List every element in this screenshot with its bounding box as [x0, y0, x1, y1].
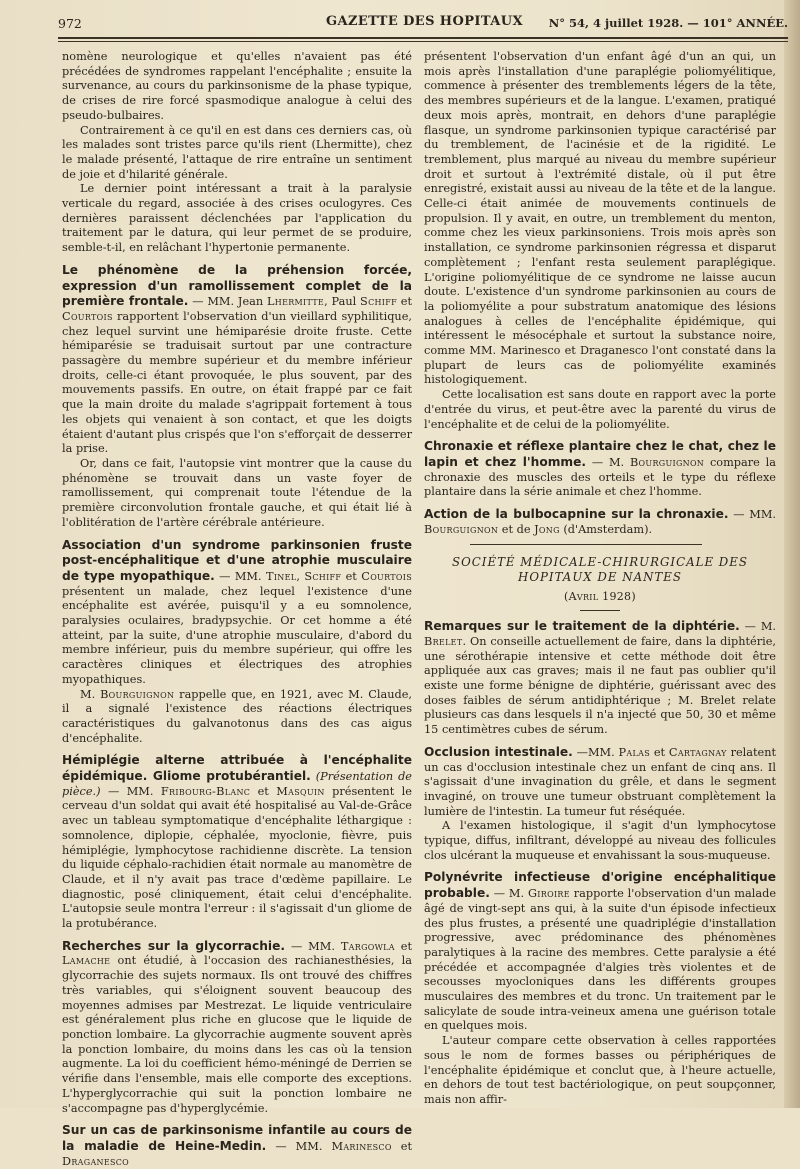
article-heading: Occlusion intestinale. [424, 744, 573, 759]
article-heading: Association d'un syndrome parkinsonien fruste post-encéphalitique et d'une atrophie musculaire de type myopathique. [62, 537, 412, 583]
author-name: Targowla [340, 939, 395, 953]
author-intro: — MM. [290, 939, 335, 953]
author-name: Lamache [62, 954, 111, 968]
author-name: Masquin [276, 784, 325, 798]
paragraph: Le dernier point intéressant a trait à la paralysie verticale du regard, associée à des crises oculogyres. Ces dernières paraissent déclenchées par l'application du traitement par le datura, qui leur permet de se produire, semble-t-il, en relâchant l'hypertonie permanente. [62, 182, 412, 255]
author-intro: MM. [234, 569, 262, 583]
author-name: Palas [618, 745, 650, 759]
author-name: Fribourg-Blanc [160, 784, 251, 798]
paragraph: Cette localisation est sans doute en rapport avec la porte d'entrée du virus, et peut-être avec la parenté du virus de l'encéphalite et de celui de la poliomyélite. [424, 388, 776, 431]
article-prehension-forcee [62, 263, 412, 531]
article-text: relatent un cas d'occlusion intestinale chez un enfant de cinq ans. Il s'agissait d'une invagination du grêle, et dans le segment invaginé, on trouve une tumeur obstruant complètement la lumière de l'intestin. La tumeur fut réséquée. [424, 745, 777, 818]
article-syndrome-parkinsonien [62, 538, 412, 747]
author-name: Courtois [62, 309, 113, 323]
society-date: (Avril 1928) [564, 589, 636, 603]
article-text: (d'Amsterdam). [563, 522, 653, 536]
author-sep: et [400, 1139, 413, 1153]
author-intro: MM. Jean [207, 295, 264, 309]
article-text: rappelle que, en 1921, avec M. Claude, il a signalé l'existence des réactions électriques caractéristiques du galvanotonus dans des cas aigus d'encéphalite. [62, 687, 413, 745]
author-name: Giroire [527, 887, 570, 901]
journal-title: GAZETTE DES HOPITAUX [326, 14, 523, 29]
author-sep: et [345, 569, 357, 583]
author-name: Bourguignon [424, 522, 499, 536]
left-column [62, 50, 413, 1168]
article-glycorrachie [62, 939, 412, 1116]
author-name: Schiff [304, 569, 342, 583]
paragraph: Or, dans ce fait, l'autopsie vint montrer que la cause du phénomène se trouvait dans un vaste foyer de ramollissement, qui comprenait toute l'étendue de la première circonvolution frontale gauche, et qui était lié à l'oblitération de l'artère cérébrale antérieure. [62, 456, 412, 529]
short-rule [580, 610, 620, 611]
article-heading: Sur un cas de parkinsonisme infantile au cours de la maladie de Heine-Medin. [62, 1123, 412, 1153]
article-heading: Hémiplégie alterne attribuée à l'encéphalite épidémique. Gliome protubérantiel. [62, 753, 412, 784]
author-name: Courtois [361, 569, 413, 583]
author-intro: — M. [591, 455, 625, 469]
article-chronaxie-reflexe [424, 439, 776, 500]
author-sep: , Paul [324, 295, 357, 309]
author-name: Brelet [424, 634, 463, 648]
article-hemiplegie-alterne [62, 753, 412, 931]
article-paragraph: Remarques sur le traitement de la diphtérie. — M. Brelet. On conseille actuellement de faire, dans la diphtérie, une sérothérapie intensive et cette méthode doit être appliquée aux cas graves; mais il ne faut pas oublier qu'il existe une forme bénigne de diphtérie, guérissant avec des doses faibles de sérum antidiphtérique ; M. Brelet relate plusieurs cas dans lesquels il n'a injecté que 50, 30 et même 15 centimètres cubes de sérum. [424, 619, 777, 737]
society-heading: SOCIÉTÉ MÉDICALE-CHIRURGICALE DES HOPITAUX DE NANTES [452, 554, 748, 584]
article-paragraph [62, 753, 412, 931]
author-intro: — MM. [733, 508, 776, 522]
issue-info: N° 54, 4 juillet 1928. — 101° ANNÉE. [548, 16, 788, 30]
author-name: Marinesco [331, 1139, 392, 1153]
article-paragraph [62, 1123, 412, 1169]
article-occlusion-intestinale [424, 745, 776, 864]
section-rule [470, 544, 702, 545]
page-number: 972 [58, 16, 82, 31]
author-intro: — M. [744, 620, 777, 634]
article-heading: Polynévrite infectieuse d'origine encéphalitique probable. [424, 870, 776, 901]
article-parkinsonisme-infantile [62, 1123, 412, 1169]
article-text: compare la chronaxie des muscles des orteils et le type du réflexe plantaire dans la série animale et chez l'homme. [424, 455, 776, 499]
author-intro: — MM. [275, 1139, 323, 1153]
article-diphterie [424, 619, 776, 738]
article-bulbocapnine [424, 507, 776, 537]
author-name: Draganesco [62, 1154, 130, 1168]
page-edge [784, 0, 800, 1108]
author-name: Bourguignon [629, 455, 705, 469]
article-paragraph [62, 939, 412, 1116]
article-paragraph [424, 439, 776, 500]
header-rule-thick [58, 37, 788, 39]
article-text: rapporte l'observation d'un malade âgé de vingt-sept ans qui, à la suite d'un épisode infectieux des plus frustes, a présenté une quadriplégie d'installation progressive, avec prédominance des phénomènes paralytiques à la racine des membres. Cette paralysie a été précédée et accompagnée d'algies très violentes et de secousses myocloniques dans les différents groupes musculaires des membres et du tronc. Un traitement par le salicylate de soude intra-veineux amena une guérison totale en quelques mois. [424, 887, 777, 1033]
author-sep: et [257, 784, 269, 798]
article-heading: Chronaxie et réflexe plantaire chez le chat, chez le lapin et chez l'homme. [424, 439, 776, 469]
paragraph: L'auteur compare cette observation à celles rapportées sous le nom de formes basses ou périphériques de l'encéphalite épidémique et conclut que, à l'heure actuelle, en dehors de tout test bactériologique, on peut soupçonner, mais non affir- [424, 1034, 776, 1106]
article-heading: Le phénomène de la préhension forcée, expression d'un ramollissement complet de la première frontale. [62, 262, 412, 309]
author-sep: et [400, 295, 413, 309]
page-header [58, 12, 788, 36]
author-name: Jong [534, 522, 560, 536]
author-sep: et [653, 745, 666, 759]
article-paragraph [424, 870, 776, 1034]
article-text: rapportent l'observation d'un vieillard syphilitique, chez lequel survint une hémiparésie droite fruste. Cette hémiparésie se traduisait surtout par une contracture passagère du membre supérieur et du membre inférieur droits, celle-ci étant provoquée, le plus souvent, par des mouvements passifs. En outre, on était frappé par ce fait que la main droite du malade s'agrippait fortement à tous les objets qui venaient à son contact, et que les doigts étaient d'autant plus crispés que l'on s'efforçait de desserrer la prise. [62, 309, 412, 456]
author-intro: — MM. [107, 784, 154, 798]
paragraph: présentent l'observation d'un enfant âgé d'un an qui, un mois après l'installation d'une paraplégie poliomyélitique, commence à présenter des tremblements légers de la tête, des membres supérieurs et de la langue. L'examen, pratiqué deux mois après, montrait, en dehors d'une paraplégie flasque, un syndrome parkinsonien typique caractérisé par du tremblement, de l'acinésie et de la rigidité. Le tremblement, plus marqué au niveau du membre supérieur droit et surtout à l'extrémité distale, où il put être enregistré, existait aussi au niveau de la tête et de la langue. Celle-ci était animée de mouvements continuels de propulsion. Il y avait, en outre, un tremblement du menton, comme chez les vieux parkinsoniens. Trois mois après son installation, ce syndrome parkinsonien régressa et disparut complètement ; l'enfant resta seulement paraplégique. L'origine poliomyélitique de ce syndrome ne laisse aucun doute. L'existence d'un syndrome parkinsonien au cours de la poliomyélite a pour substratum anatomique des lésions analogues à celles de l'encéphalite épidémique, qui intéressent le mésocéphale et surtout la substance noire, comme MM. Marinesco et Draganesco l'ont constaté dans la plupart de leurs cas de poliomyélite examinés histologiquement. [424, 50, 776, 387]
author-name: Lhermitte [267, 295, 325, 309]
article-text: présentent un malade, chez lequel l'existence d'une encéphalite est avérée, puisqu'il y a eu somnolence, paralysies oculaires, bradypsychie. Or cet homme a été atteint, par la suite, d'une atrophie musculaire, d'abord du membre inférieur, puis du membre supérieur, qui offre les caractères cliniques et électriques des atrophies myopathiques. [62, 584, 412, 686]
article-heading: Recherches sur la glycorrachie. [62, 938, 286, 953]
author-intro: — M. [493, 887, 525, 901]
article-paragraph [424, 507, 776, 537]
author-name: Cartagnay [668, 745, 727, 759]
article-paragraph: M. Bourguignon rappelle que, en 1921, avec M. Claude, il a signalé l'existence des réactions électriques caractéristiques du galvanotonus dans des cas aigus d'encéphalite. [62, 687, 413, 745]
paragraph: A l'examen histologique, il s'agit d'un lymphocytose typique, diffus, infiltrant, développé au niveau des follicules clos ulcérant la muqueuse et envahissant la sous-muqueuse. [424, 819, 776, 862]
paragraph: nomène neurologique et qu'elles n'avaient pas été précédées de syndromes rappelant l'encéphalite ; ensuite la survenance, au cours du parkinsonisme de la phase typique, de crises de rire forcé spasmodique analogue à celui des pseudo-bulbaires. [62, 50, 412, 122]
header-rule-thin [58, 41, 788, 42]
article-heading: Remarques sur le traitement de la diphtérie. [424, 619, 740, 634]
paragraph: Contrairement à ce qu'il en est dans ces derniers cas, où les malades sont tristes parce qu'ils rient (Lhermitte), chez le malade présenté, l'attaque de rire entraîne un sentiment de joie et d'hilarité générale. [62, 123, 412, 181]
article-note: (Présentation de pièce.) [62, 770, 412, 798]
article-paragraph: Le phénomène de la préhension forcée, expression d'un ramollissement complet de la première frontale. — MM. Jean Lhermitte, Paul Schiff et Courtois rapportent l'observation d'un vieillard syphilitique, chez lequel survint une hémiparésie droite fruste. Cette hémiparésie se traduisait surtout par une contracture passagère du membre supérieur et du membre inférieur droits, celle-ci étant provoquée, le plus souvent, par des mouvements passifs. En outre, on était frappé par ce fait que la main droite du malade s'agrippait fortement à tous les objets qui venaient à son contact, et que les doigts étaient d'autant plus crispés que l'on s'efforçait de desserrer la prise. [62, 262, 413, 456]
author-name: Bourguignon [100, 687, 175, 701]
author-name: Schiff [360, 295, 397, 309]
article-text: présentent le cerveau d'un soldat qui avait été hospitalisé au Val-de-Grâce avec un tableau symptomatique d'encéphalite léthargique : somnolence, diplopie, céphalée, myoclonie, fièvre, puis hémiplégie, lymphocytose rachidienne discrète. La tension du liquide céphalo-rachidien était normale au manomètre de Claude, et il n'y avait pas trace d'œdème papillaire. Le diagnostic, posé cliniquement, était celui d'encéphalite. L'autopsie seule montra l'erreur : il s'agissait d'un gliome de la protubérance. [62, 784, 412, 931]
article-paragraph [424, 745, 776, 820]
right-column [424, 50, 777, 1106]
author-intro: —MM. [576, 745, 615, 759]
article-polynevrite [424, 870, 776, 1107]
article-paragraph: Association d'un syndrome parkinsonien fruste post-encéphalitique et d'une atrophie musculaire de type myopathique. — MM. Tinel, Schiff et Courtois présentent un malade, chez lequel l'existence d'une encéphalite est avérée, puisqu'il y a eu somnolence, paralysies oculaires, bradypsychie. Or cet homme a été atteint, par la suite, d'une atrophie musculaire, d'abord du membre inférieur, puis du membre supérieur, qui offre les caractères cliniques et électriques des atrophies myopathiques. [62, 537, 413, 686]
author-sep: et [400, 939, 413, 953]
author-sep: et de [501, 522, 531, 536]
article-text: ont étudié, à l'occasion des rachianesthésies, la glycorrachie des sujets normaux. Ils ont trouvé des chiffres très variables, qui s'éloignent souvent beaucoup des moyennes admises par Mestrezat. Le liquide ventriculaire est généralement plus riche en glucose que le liquide de ponction lombaire. La glycorrachie augmente souvent après la ponction lombaire, du moins dans les cas où la tension augmente. La loi du coefficient hémo-méningé de Derrien se vérifie dans l'ensemble, mais elle comporte des exceptions. L'hyperglycorrachie qui suit la ponction lombaire ne s'accompagne pas d'hyperglycémie. [62, 954, 413, 1115]
author-name: Tinel [265, 569, 297, 583]
article-heading: Action de la bulbocapnine sur la chronaxie. [424, 507, 729, 522]
article-text: On conseille actuellement de faire, dans la diphtérie, une sérothérapie intensive et cette méthode doit être appliquée aux cas graves; mais il ne faut pas oublier qu'il existe une forme bénigne de diphtérie, guérissant avec des doses faibles de sérum antidiphtérique ; M. Brelet relate plusieurs cas dans lesquels il n'a injecté que 50, 30 et même 15 centimètres cubes de sérum. [424, 634, 777, 737]
